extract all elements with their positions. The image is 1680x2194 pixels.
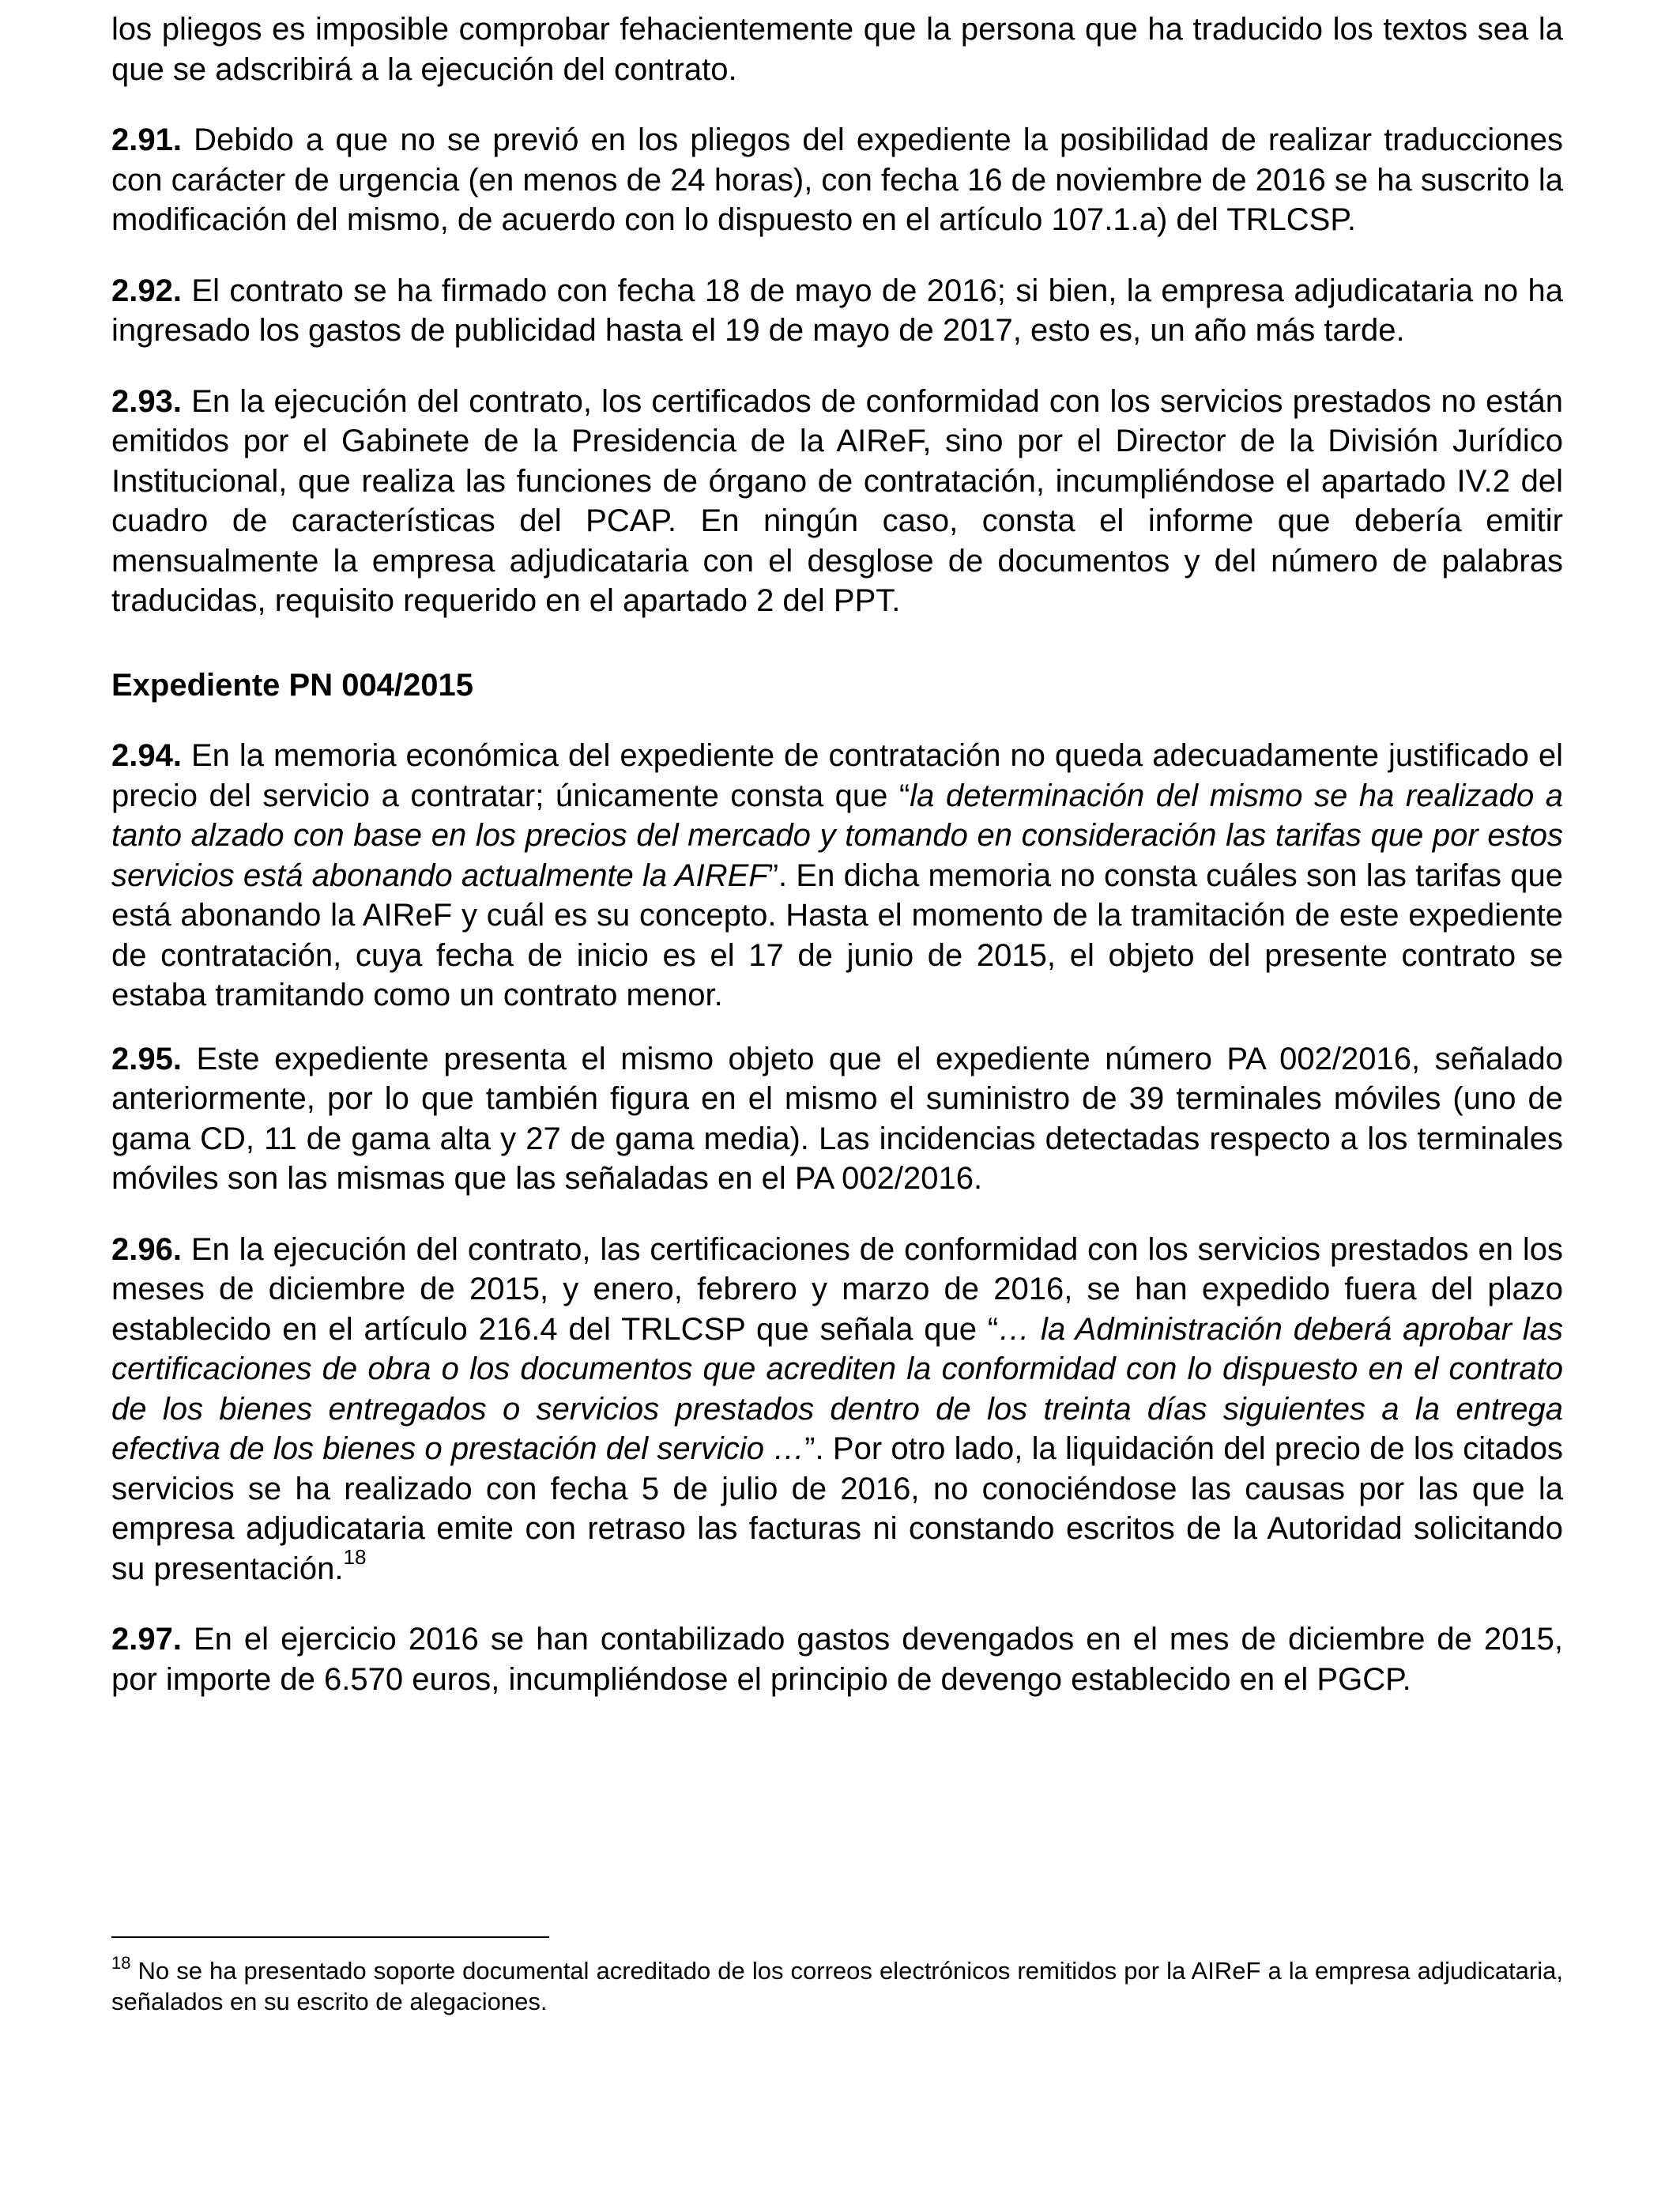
paragraph-2-93 [111, 382, 1563, 621]
paragraph-text: En la ejecución del contrato, las certificaciones de conformidad con los servicios prestados en los meses de diciembre de 2015, y enero, febrero y marzo de 2016, se han expedido fuera del plazo establecido en el artículo 216.4 del TRLCSP que señala que “ [111, 1231, 1563, 1347]
paragraph-2-94 [111, 736, 1563, 1016]
paragraph-2-97 [111, 1619, 1563, 1699]
footnote-text: No se ha presentado soporte documental acreditado de los correos electrónicos remitidos por la AIReF a la empresa adjudicataria, señalados en su escrito de alegaciones. [111, 1957, 1563, 2015]
paragraph-text: ”. Por otro lado, la liquidación del precio de los citados servicios se ha realizado con fecha 5 de julio de 2016, no conociéndose las causas por las que la empresa adjudicataria emite con retraso las facturas ni constando escritos de la Autoridad solicitando su presentación. [111, 1431, 1563, 1586]
paragraph-number: 2.94. [111, 738, 182, 773]
paragraph-number: 2.97. [111, 1622, 182, 1657]
paragraph-text: En la ejecución del contrato, los certificados de conformidad con los servicios prestados no están emitidos por el Gabinete de la Presidencia de la AIReF, sino por el Director de la División Jurídico Institucional, que realiza las funciones de órgano de contratación, incumpliéndose el apartado IV.2 del cuadro de características del PCAP. En ningún caso, consta el informe que debería emitir mensualmente la empresa adjudicataria con el desglose de documentos y del número de palabras traducidas, requisito requerido en el apartado 2 del PPT. [111, 383, 1563, 618]
footnote [111, 1952, 1563, 2017]
paragraph-number: 2.96. [111, 1231, 182, 1267]
paragraph-number: 2.91. [111, 123, 182, 157]
paragraph-text: ”. En dicha memoria no consta cuáles son las tarifas que está abonando la AIReF y cuál es su concepto. Hasta el momento de la tramitación de este expediente de contratación, cuya fecha de inicio es el 17 de junio de 2015, el objeto del presente contrato se estaba tramitando como un contrato menor. [111, 858, 1563, 1012]
paragraph-text: En el ejercicio 2016 se han contabilizado gastos devengados en el mes de diciembre de 2015, por importe de 6.570 euros, incumpliéndose el principio de devengo establecido en el PGCP. [111, 1622, 1563, 1697]
paragraph-text: Este expediente presenta el mismo objeto que el expediente número PA 002/2016, señalado anteriormente, por lo que también figura en el mismo el suministro de 39 terminales móviles (uno de gama CD, 11 de gama alta y 27 de gama media). Las incidencias detectadas respecto a los terminales móviles son las mismas que las señaladas en el PA 002/2016. [111, 1041, 1563, 1196]
paragraph-text: El contrato se ha firmado con fecha 18 de mayo de 2016; si bien, la empresa adjudicataria no ha ingresado los gastos de publicidad hasta el 19 de mayo de 2017, esto es, un año más tarde. [111, 273, 1563, 348]
quoted-text: … la Administración deberá aprobar las certificaciones de obra o los documentos que acrediten la conformidad con lo dispuesto en el contrato de los bienes entregados o servicios prestados dentro de los treinta días siguientes a la entrega efectiva de los bienes o prestación del servicio … [111, 1311, 1563, 1466]
paragraph-text: Debido a que no se previó en los pliegos del expediente la posibilidad de realizar traducciones con carácter de urgencia (en menos de 24 horas), con fecha 16 de noviembre de 2016 se ha suscrito la modificación del mismo, de acuerdo con lo dispuesto en el artículo 107.1.a) del TRLCSP. [111, 123, 1563, 237]
paragraph-number: 2.92. [111, 273, 182, 308]
footnote-separator [111, 1936, 549, 1938]
footnote-marker: 18 [111, 1952, 131, 1973]
paragraph-2-95 [111, 1039, 1563, 1199]
paragraph-2-92 [111, 271, 1563, 351]
paragraph-number: 2.93. [111, 383, 182, 419]
paragraph-2-91 [111, 120, 1563, 240]
paragraph-2-96 [111, 1230, 1563, 1589]
paragraph-text: los pliegos es imposible comprobar fehacientemente que la persona que ha traducido los textos sea la que se adscribirá a la ejecución del contrato. [111, 12, 1563, 87]
section-heading: Expediente PN 004/2015 [111, 667, 474, 703]
quoted-text: la determinación del mismo se ha realizado a tanto alzado con base en los precios del mercado y tomando en consideración las tarifas que por estos servicios está abonando actualmente la AIREF [111, 778, 1564, 893]
footnote-reference[interactable]: 18 [343, 1545, 367, 1570]
paragraph-text: En la memoria económica del expediente de contratación no queda adecuadamente justificado el precio del servicio a contratar; únicamente consta que “ [111, 738, 1563, 813]
paragraph-number: 2.95. [111, 1041, 182, 1076]
paragraph-intro [111, 9, 1563, 89]
